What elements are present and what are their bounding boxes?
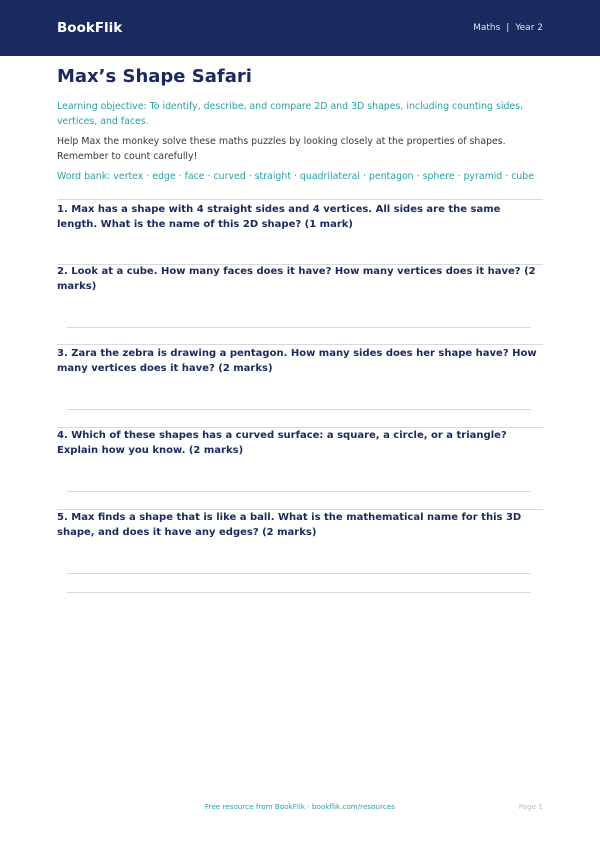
question-1: 1. Max has a shape with 4 straight sides and 4 vertices. All sides are the same length. What is the name of this 2D shape? (1 mark) [57,204,501,230]
question-3: 3. Zara the zebra is drawing a pentagon. How many sides does her shape have? How many vertices does it have? (2 marks) [57,348,537,374]
subject-label: Maths [473,23,501,33]
brand-logo[interactable]: BookFlik [57,20,123,36]
learning-objective: Learning objective: To identify, describe, and compare 2D and 3D shapes, including counting sides, vertices, and faces. [57,101,524,127]
question-4: 4. Which of these shapes has a curved surface: a square, a circle, or a triangle? Explain how you know. (2 marks) [57,430,507,456]
question-divider [57,509,543,510]
question-2: 2. Look at a cube. How many faces does it have? How many vertices does it have? (2 marks) [57,266,536,292]
intro-text: Help Max the monkey solve these maths puzzles by looking closely at the properties of shapes. Remember to count carefully! [57,136,506,162]
answer-line-4[interactable] [67,491,531,492]
meta-separator: | [506,23,510,33]
question-divider [57,344,543,345]
answer-line-5a[interactable] [67,573,531,574]
question-divider [57,199,543,200]
answer-line-3[interactable] [67,409,531,410]
answer-line-5b[interactable] [67,592,531,593]
question-5: 5. Max finds a shape that is like a ball. What is the mathematical name for this 3D shape, and does it have any edges? (2 marks) [57,512,522,538]
page-number: Page 1 [518,802,543,811]
worksheet-intro [57,65,543,185]
question-divider [57,427,543,428]
footer-text[interactable]: Free resource from BookFlik · bookflik.com/resources [204,802,396,811]
word-bank: Word bank: vertex · edge · face · curved · straight · quadrilateral · pentagon · sphere · pyramid · cube [57,171,535,182]
answer-line-2[interactable] [67,327,531,328]
page-header [0,0,600,56]
year-label: Year 2 [515,23,543,33]
page-title: Max’s Shape Safari [57,66,252,87]
subject-year-label [473,23,543,33]
